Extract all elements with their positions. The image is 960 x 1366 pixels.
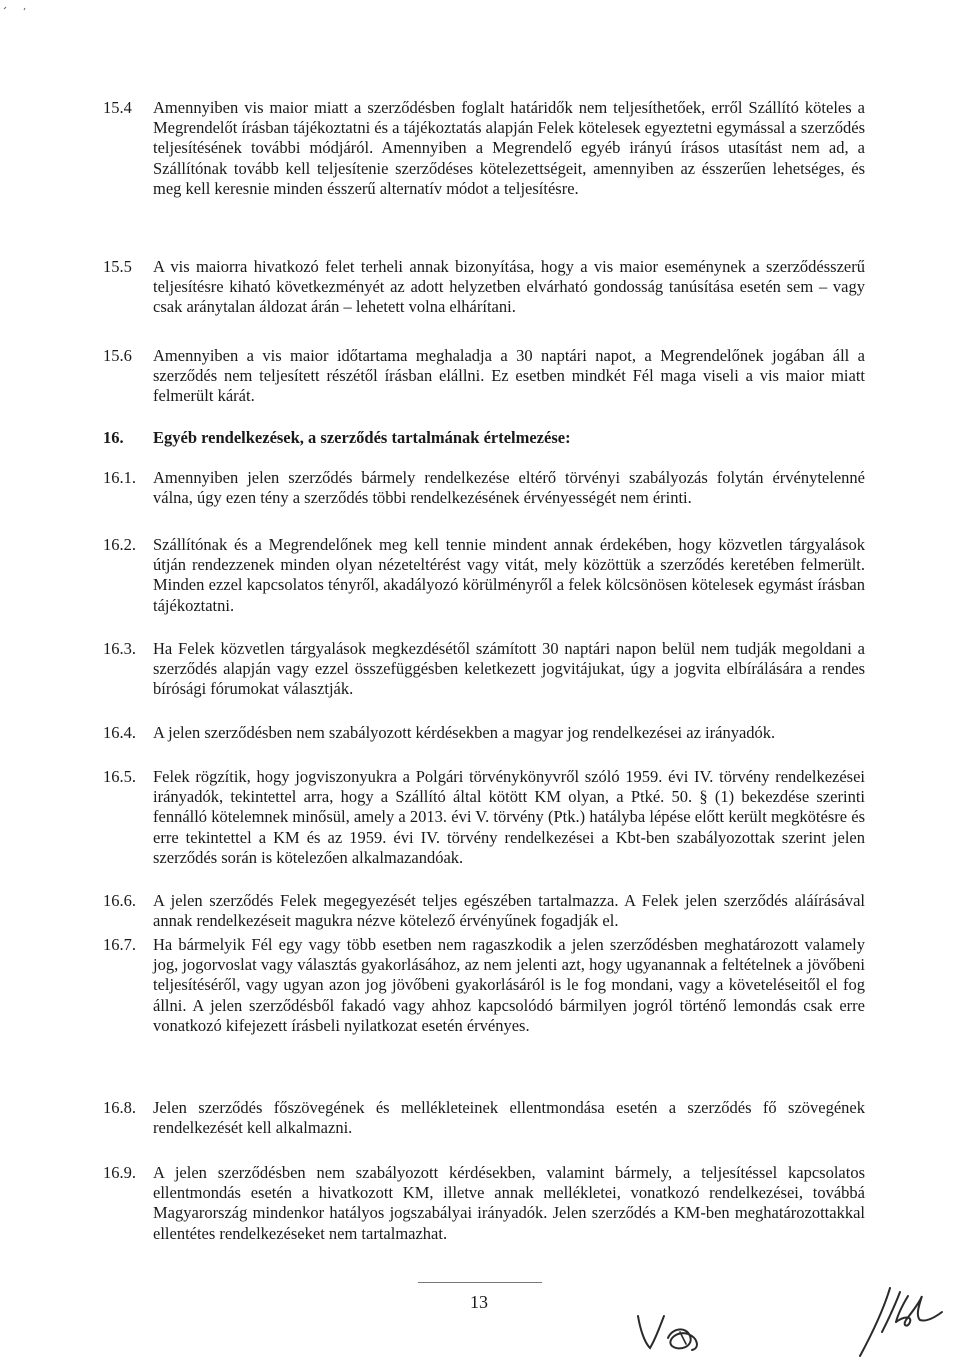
clause-text: Ha Felek közvetlen tárgyalások megkezdésétől számított 30 naptári napon belül nem tudják megoldani a szerződés alapján vagy ezzel összefüggésben keletkezett jogvitájukat, úgy a jogvita elbírálására a rendes bírósági fórumokat választják. (153, 639, 865, 699)
section-heading (103, 428, 571, 448)
clause-15-5 (103, 257, 865, 318)
section-number: 16. (103, 428, 124, 447)
clause-16-7 (103, 935, 865, 1036)
clause-text: A jelen szerződésben nem szabályozott kérdésekben, valamint bármely, a teljesítéssel kapcsolatos ellentmondás esetén a hivatkozott KM, illetve annak mellékletei, vonatkozó rendelkezései, továbbá Magyarország mindenkor hatályos jogszabályai irányadók. Jelen szerződés a KM-ben meghatározottakkal ellentétes rendelkezéseket nem tartalmazhat. (153, 1163, 865, 1243)
clause-number: 15.6 (103, 346, 132, 365)
section-title: Egyéb rendelkezések, a szerződés tartalmának értelmezése: (153, 428, 571, 447)
scan-artifact-mark (0, 0, 30, 14)
clause-number: 16.9. (103, 1163, 136, 1182)
clause-16-6 (103, 891, 865, 931)
handwritten-signature-right (838, 1282, 948, 1362)
clause-text: A jelen szerződésben nem szabályozott kérdésekben a magyar jog rendelkezései az irányadók. (153, 723, 776, 742)
clause-text: Amennyiben jelen szerződés bármely rendelkezése eltérő törvényi szabályozás folytán érvénytelenné válna, úgy ezen tény a szerződés többi rendelkezésének érvényességét nem érinti. (153, 468, 865, 508)
clause-number: 15.4 (103, 98, 132, 117)
clause-number: 16.2. (103, 535, 136, 554)
clause-number: 16.1. (103, 468, 136, 487)
clause-number: 15.5 (103, 257, 132, 276)
clause-16-3 (103, 639, 865, 700)
clause-16-4 (103, 723, 865, 743)
clause-text: Ha bármelyik Fél egy vagy több esetben nem ragaszkodik a jelen szerződésben meghatározott valamely jog, jogorvoslat vagy választás gyakorlásához, az nem jelenti azt, hogy ugyanannak a feltételnek a jövőbeni teljesítéséről, vagy ugyan azon jog jövőbeni gyakorlásáról is le fog mondani, vagy a követeléseitől el fog állni. A jelen szerződésből fakadó vagy ahhoz kapcsolódó bármilyen jogról történő lemondás csak erre vonatkozó kifejezett írásbeli nyilatkozat esetén érvényes. (153, 935, 865, 1035)
clause-number: 16.6. (103, 891, 136, 910)
clause-text: Amennyiben vis maior miatt a szerződésben foglalt határidők nem teljesíthetőek, erről Szállító köteles a Megrendelőt írásban tájékoztatni és a tájékoztatás alapján Felek kötelesek egyeztetni egymással a szerződés teljesítésének további módjáról. Amennyiben a Megrendelő egyéb irányú írásos utasítást nem ad, a Szállítónak tovább kell teljesítenie szerződéses kötelezettségeit, amennyiben az ésszerűen lehetséges, és meg kell keresnie minden ésszerű alternatív módot a teljesítésre. (153, 98, 865, 198)
clause-text: Jelen szerződés főszövegének és mellékleteinek ellentmondása esetén a szerződés fő szövegének rendelkezését kell alkalmazni. (153, 1098, 865, 1138)
clause-text: A vis maiorra hivatkozó felet terheli annak bizonyítása, hogy a vis maior eseménynek a szerződésszerű teljesítésre kiható következményét az adott helyzetben elvárható gondosság tanúsítása esetén sem – vagy csak aránytalan áldozat árán – lehetett volna elhárítani. (153, 257, 865, 317)
clause-16-1 (103, 468, 865, 508)
clause-number: 16.7. (103, 935, 136, 954)
clause-16-9 (103, 1163, 865, 1244)
clause-text: Felek rögzítik, hogy jogviszonyukra a Polgári törvénykönyvről szóló 1959. évi IV. törvény rendelkezései irányadók, tekintettel arra, hogy a Szállító által kötött KM olyan, a Ptké. 50. § (1) bekezdése szerinti fennálló kötelemnek minősül, amely a 2013. évi V. törvény (Ptk.) hatályba lépése előtt került megkötésre és erre tekintettel a KM és az 1959. évi IV. törvény rendelkezései a Kbt-ben szabályozottak szerint jelen szerződés során is kötelezően alkalmazandóak. (153, 767, 865, 867)
clause-15-4 (103, 98, 865, 199)
clause-number: 16.5. (103, 767, 136, 786)
clause-number: 16.8. (103, 1098, 136, 1117)
handwritten-initials-left (630, 1308, 720, 1356)
clause-16-8 (103, 1098, 865, 1138)
clause-15-6 (103, 346, 865, 407)
clause-number: 16.4. (103, 723, 136, 742)
clause-16-2 (103, 535, 865, 616)
clause-text: A jelen szerződés Felek megegyezését teljes egészében tartalmazza. A Felek jelen szerződés aláírásával annak rendelkezéseit magukra nézve kötelező érvényűnek fogadják el. (153, 891, 865, 931)
footer-divider (418, 1282, 542, 1283)
page-number: 13 (470, 1292, 488, 1312)
clause-16-5 (103, 767, 865, 868)
clause-number: 16.3. (103, 639, 136, 658)
clause-text: Szállítónak és a Megrendelőnek meg kell tennie mindent annak érdekében, hogy közvetlen tárgyalások útján rendezzenek minden olyan nézeteltérést vagy vitát, mely közöttük a szerződés keretében felmerült. Minden ezzel kapcsolatos tényről, akadályozó körülményről a felek kölcsönösen kötelesek egymást írásban tájékoztatni. (153, 535, 865, 615)
clause-text: Amennyiben a vis maior időtartama meghaladja a 30 naptári napot, a Megrendelőnek jogában áll a szerződés nem teljesített részétől írásban elállni. Ez esetben mindkét Fél maga viseli a vis maior miatt felmerült kárát. (153, 346, 865, 406)
